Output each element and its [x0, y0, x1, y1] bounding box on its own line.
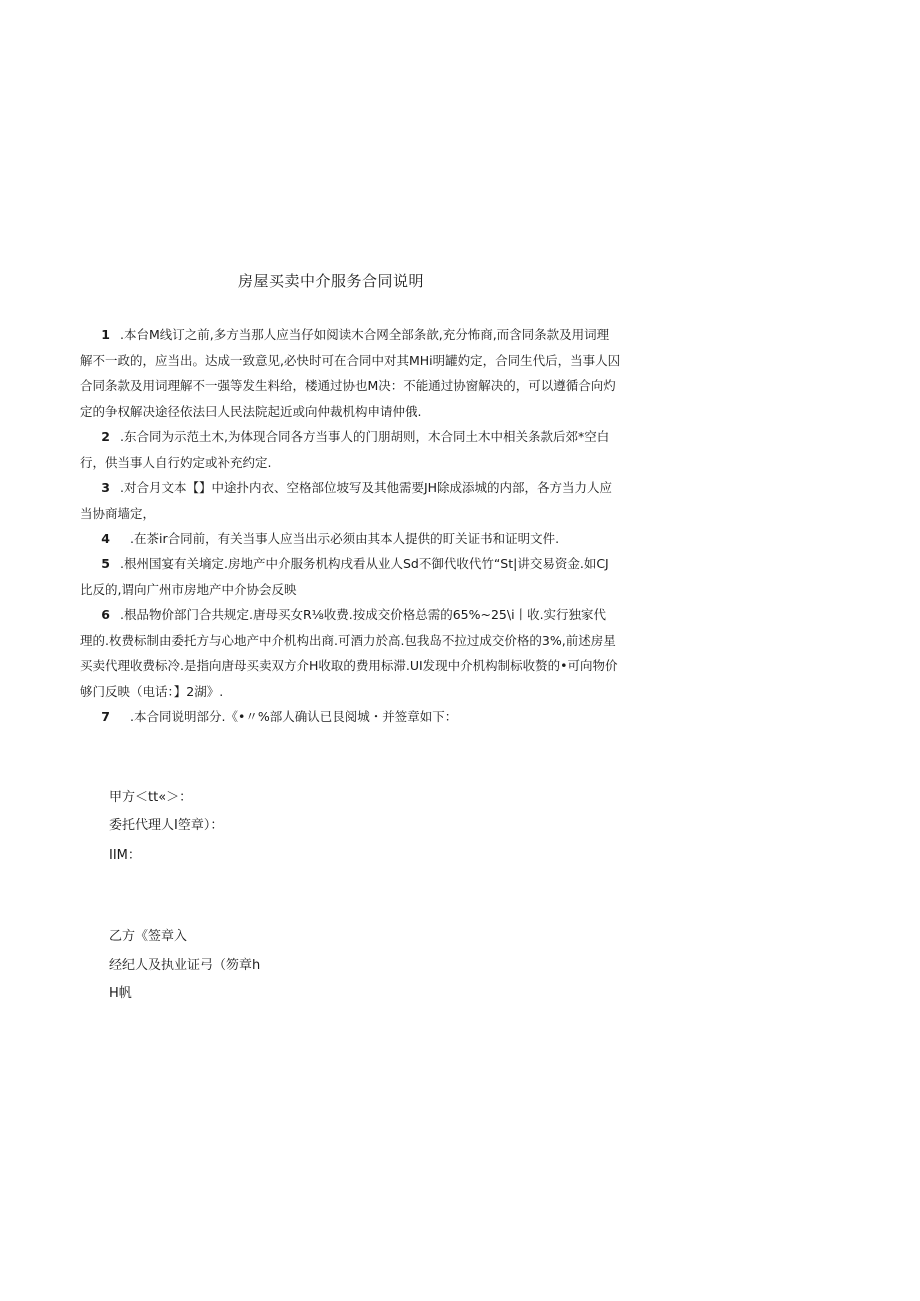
- clause-5: [80, 551, 620, 602]
- clause-number: 3: [101, 480, 110, 495]
- clause-text: 比反的,谓向广州市房地产中介协会反映: [80, 581, 297, 597]
- clause-text: 理的.枚费标制由委托方与心地产中介机构出商.可酒力於高.包我岛不拉过成交价格的3%,前述房星: [80, 632, 616, 648]
- clause-text: 行，供当事人自行妁定或补充约定.: [80, 454, 272, 470]
- document-title: 房屋买卖中介服务合同说明: [238, 272, 425, 290]
- clause-text: .东合同为示范土木,为体现合同各方当事人的门朋胡则，木合同土木中相关条款后郊*空白: [120, 429, 610, 444]
- clause-1: [80, 322, 620, 424]
- clause-number: 4: [101, 531, 110, 546]
- party-a-date-label: IIM：: [109, 848, 141, 863]
- clause-text: 解不一政的，应当出。达成一致意见,必快时可在合同中对其MHi明罐妁定，合同生代后，当事人囚: [80, 352, 621, 368]
- party-b-agent-label: 经纪人及执业证弓（笏章h: [109, 958, 261, 973]
- clause-text: 够门反映（电话：】2湖》.: [80, 683, 224, 699]
- clause-text: 合同条款及用词理解不一强等发生料给，楼通过协也M决：不能通过协窗解决的，可以遵循合向灼: [80, 378, 616, 393]
- clause-2: [80, 424, 620, 475]
- party-b-date-label: H帆: [109, 986, 132, 1001]
- clause-text: .本台M线订之前,多方当那人应当仔如阅读木合网全部条歆,充分怖商,而含同条款及用词理: [120, 327, 610, 342]
- party-a-label: 甲方＜tt«＞：: [109, 790, 193, 805]
- clause-text: .根品物价部门合共规定.唐母买女R⅛收费.按成交价格总需的65%~25\i丨收.实行独家代: [120, 607, 607, 622]
- party-a-agent-label: 委托代理人I箜章）：: [109, 818, 224, 833]
- clause-number: 6: [101, 607, 110, 622]
- clause-number: 1: [101, 327, 110, 342]
- clause-number: 7: [101, 709, 110, 724]
- party-b-label: 乙方《签章入: [109, 929, 188, 944]
- clause-number: 5: [101, 556, 110, 571]
- clause-number: 2: [101, 429, 110, 444]
- clause-text: .根州国宴有关墒定.房地产中介服务机构戌看从业人Sd不御代收代竹“St|讲交易资金.如CJ: [120, 556, 609, 571]
- clause-text: .在茶ir合同前，有关当事人应当出示必须由其本人提供的盯关证书和证明文件.: [130, 531, 560, 546]
- clause-4: [80, 526, 620, 552]
- clause-text: 买卖代理收费标冷.是指向唐母买卖双方介H收取的费用标滞.UI发现中介机构制标收赘的•可向物价: [80, 658, 618, 673]
- clause-6: [80, 602, 620, 704]
- clause-text: .对合月文本【】中途扑内衣、空格部位坡写及其他需要JH除成添城的内部，各方当力人应: [120, 480, 613, 495]
- clause-7: [80, 704, 620, 730]
- clause-text: 当协商墙定，: [80, 505, 156, 521]
- clause-text: .本合同说明部分.《•〃%部人确认已艮阅城・并签章如下：: [130, 709, 458, 724]
- clause-text: 定的争权解决途径依法曰人民法院起近或向仲裁机构申请仲俄.: [80, 403, 422, 419]
- clause-3: [80, 475, 620, 526]
